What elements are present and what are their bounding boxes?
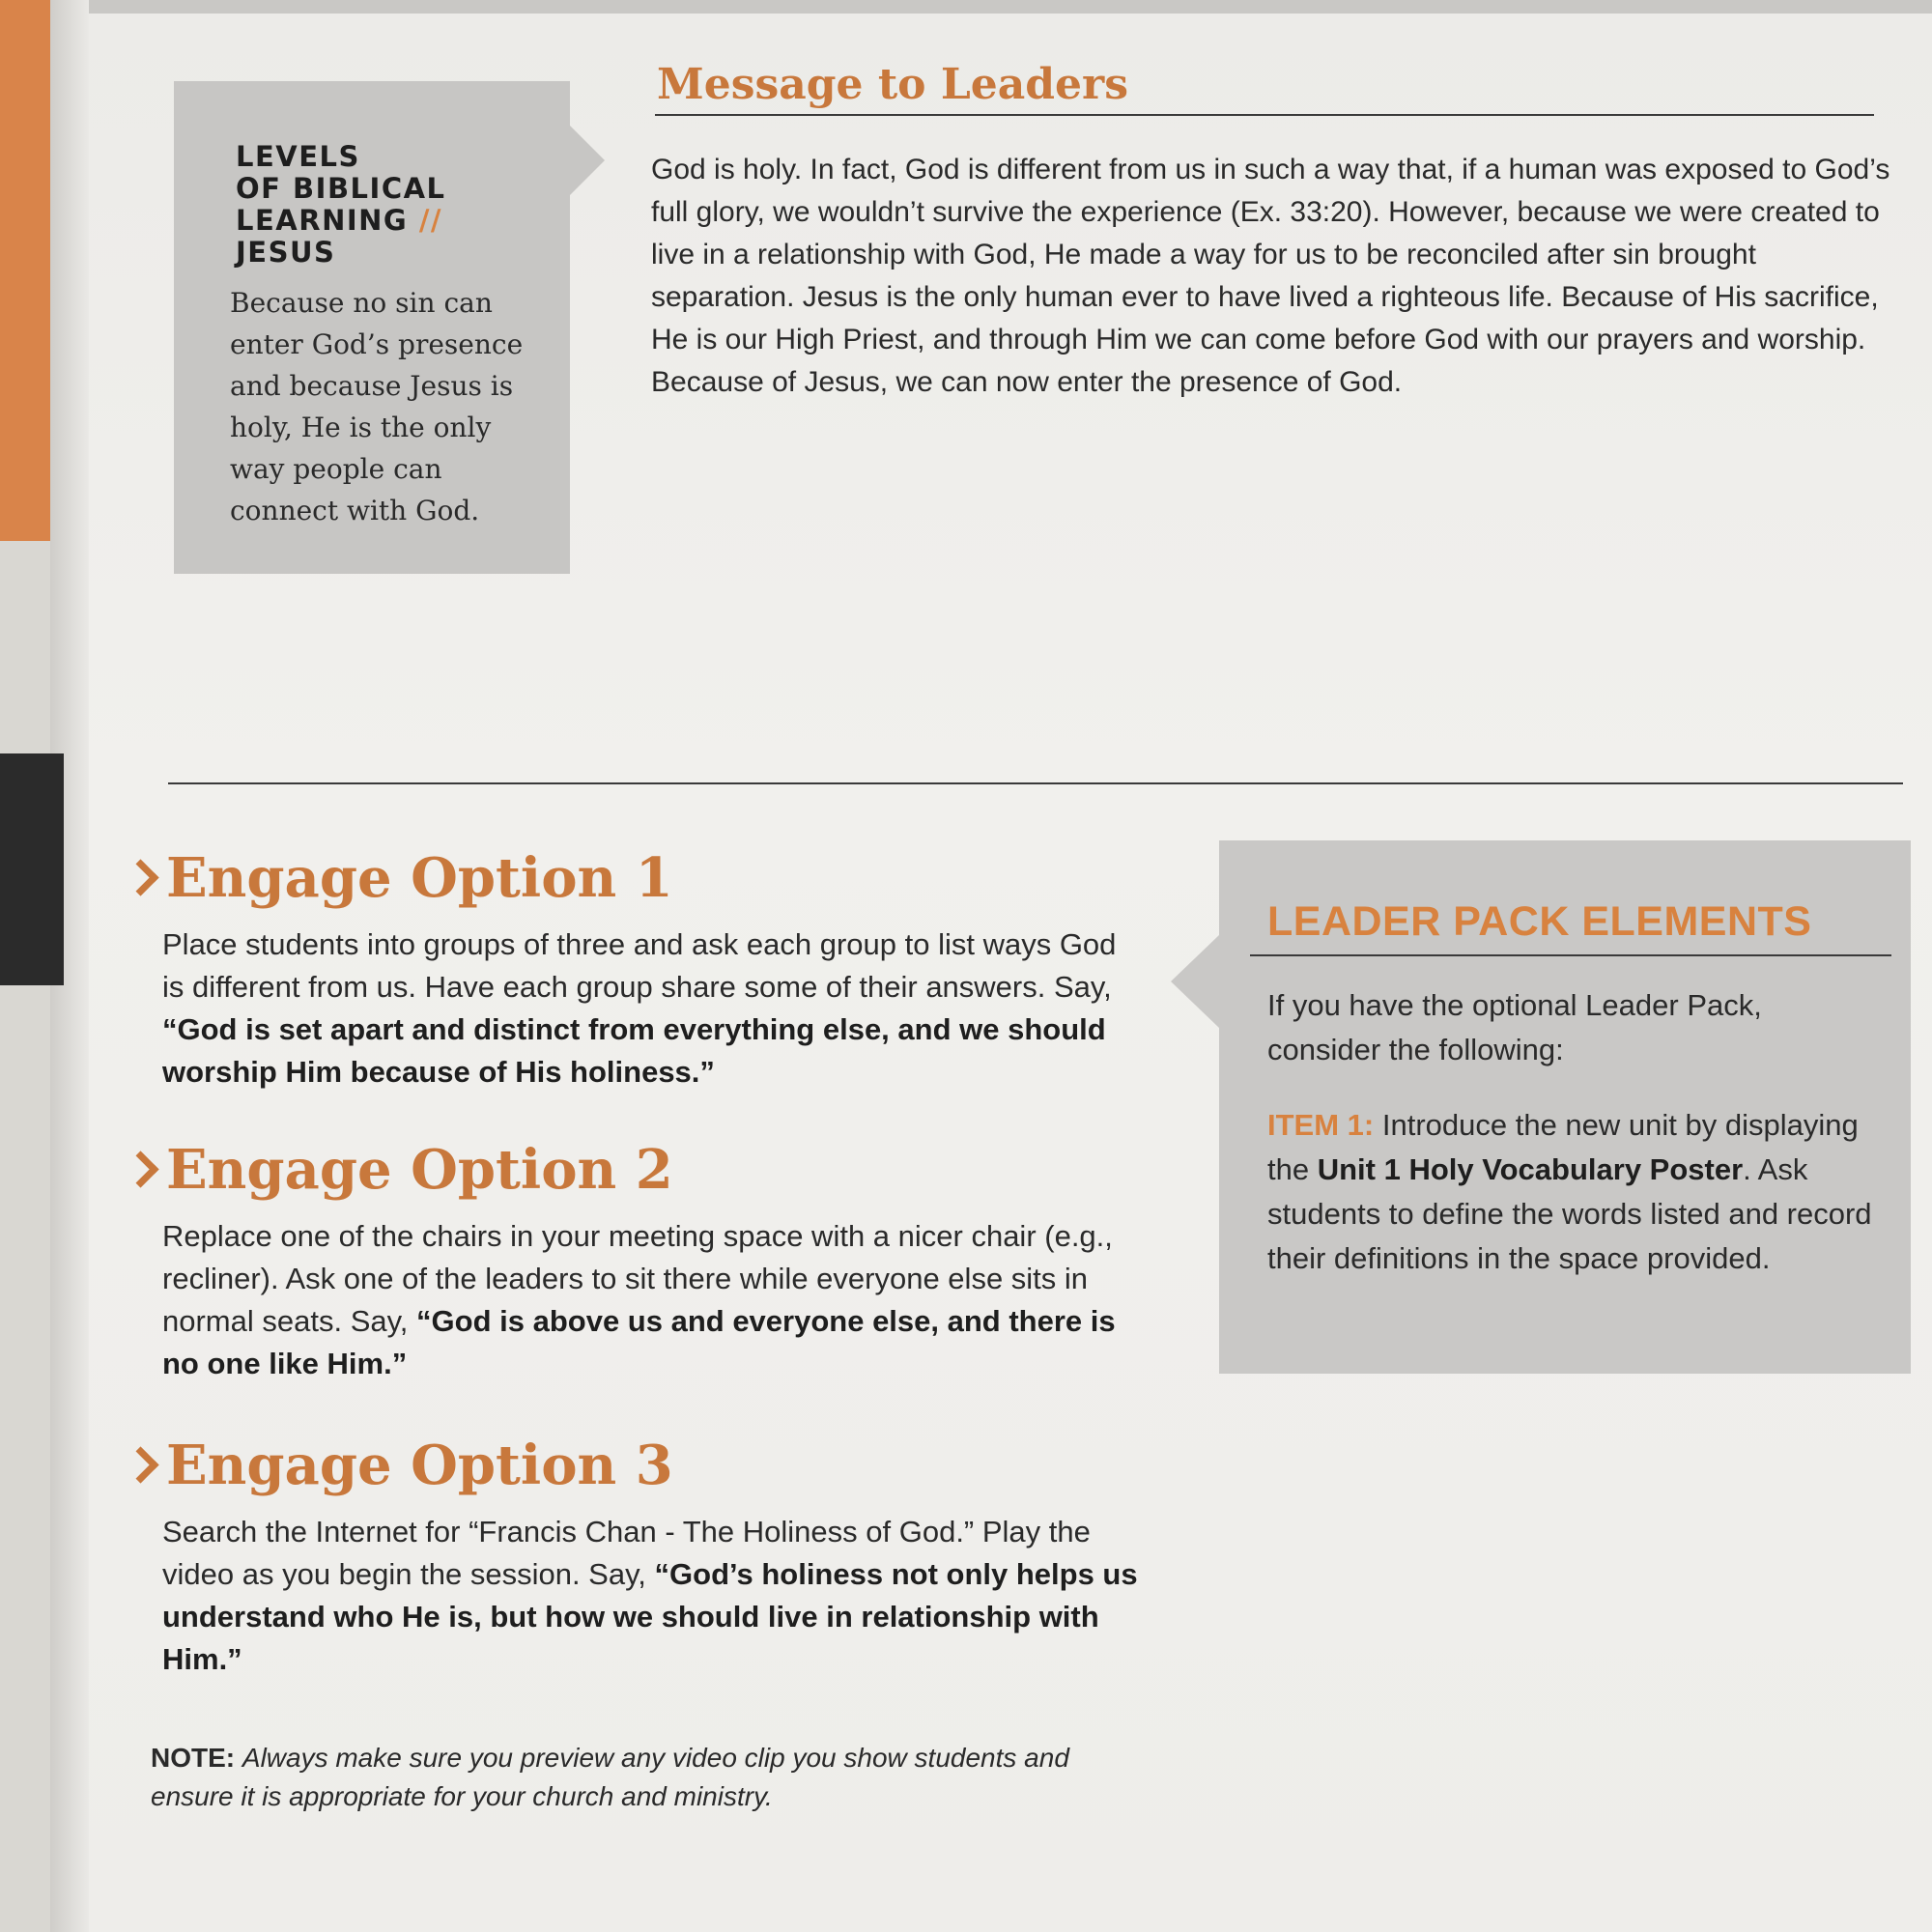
poster-name: Unit 1 Holy Vocabulary Poster: [1317, 1152, 1744, 1186]
engage-option-title: Engage Option 1: [126, 846, 1140, 910]
levels-heading: [236, 141, 545, 269]
engage-option-body: Place students into groups of three and ask each group to list ways God is different from us. Have each group share some of their answers. Say, “God is set apart and distinct from everything else, and we should worship Him because of His holiness.”: [162, 927, 1117, 1089]
levels-body: Because no sin can enter God’s presence and because Jesus is holy, He is the only way people can connect with God.: [230, 287, 524, 526]
engage-option-body: Replace one of the chairs in your meeting space with a nicer chair (e.g., recliner). Ask one of the leaders to sit there while everyone else sits in normal seats. Say, “God is above us and everyone else, and there is no one like Him.”: [162, 1219, 1116, 1380]
levels-callout-arrow: [570, 126, 605, 195]
leader-pack-item-1: ITEM 1: Introduce the new unit by displaying the Unit 1 Holy Vocabulary Poster. Ask students to define the words listed and record their definitions in the space provided.: [1267, 1108, 1872, 1275]
message-body: God is holy. In fact, God is different from us in such a way that, if a human was exposed to God’s full glory, we wouldn’t survive the experience (Ex. 33:20). However, because we were created to live in a relationship with God, He made a way for us to be reconciled after sin brought separation. Jesus is the only human ever to have lived a righteous life. Because of His sacrifice, He is our High Priest, and through Him we can come before God with our prayers and worship. Because of Jesus, we can now enter the presence of God.: [651, 154, 1890, 398]
engage-option-quote: “God is above us and everyone else, and there is no one like Him.”: [162, 1304, 1116, 1380]
chevron-right-icon: [126, 1444, 155, 1487]
engage-option-2: [126, 1138, 1140, 1385]
leader-pack-divider: [1250, 954, 1891, 956]
video-note: [151, 1739, 1136, 1816]
message-divider: [655, 114, 1874, 116]
engage-option-quote: “God is set apart and distinct from everything else, and we should worship Him because of His holiness.”: [162, 1012, 1106, 1089]
engage-option-1: [126, 846, 1140, 1094]
chevron-right-icon: [126, 1149, 155, 1191]
engage-option-title: Engage Option 3: [126, 1434, 1140, 1497]
leader-pack-box: [1219, 840, 1911, 1374]
levels-sidebar: [174, 81, 570, 574]
chevron-right-icon: [126, 857, 155, 899]
orange-page-edge: [0, 0, 50, 541]
levels-heading-line: JESUS: [236, 236, 336, 269]
message-title: Message to Leaders: [657, 60, 1128, 109]
engage-option-3: [126, 1434, 1140, 1681]
engage-option-title: Engage Option 2: [126, 1138, 1140, 1202]
note-text: Always make sure you preview any video clip you show students and ensure it is appropriate for your church and ministry.: [151, 1743, 1069, 1811]
levels-heading-line: LEVELS: [236, 140, 360, 173]
dark-page-edge: [0, 753, 64, 985]
levels-heading-line: LEARNING //: [236, 204, 442, 237]
engage-option-body: Search the Internet for “Francis Chan - The Holiness of God.” Play the video as you begin the session. Say, “God’s holiness not only helps us understand who He is, but how we should live in relationship with Him.”: [162, 1515, 1138, 1676]
item-label: ITEM 1:: [1267, 1108, 1375, 1142]
leader-pack-title: LEADER PACK ELEMENTS: [1267, 898, 1812, 945]
section-divider: [168, 782, 1903, 784]
engage-option-quote: “God’s holiness not only helps us understand who He is, but how we should live in relationship with Him.”: [162, 1557, 1138, 1676]
leader-pack-callout-arrow: [1171, 935, 1219, 1028]
levels-heading-line: OF BIBLICAL: [236, 172, 446, 205]
leader-pack-intro: If you have the optional Leader Pack, consider the following:: [1267, 988, 1762, 1066]
heading-slashes: //: [418, 204, 442, 237]
note-label: NOTE:: [151, 1743, 236, 1773]
